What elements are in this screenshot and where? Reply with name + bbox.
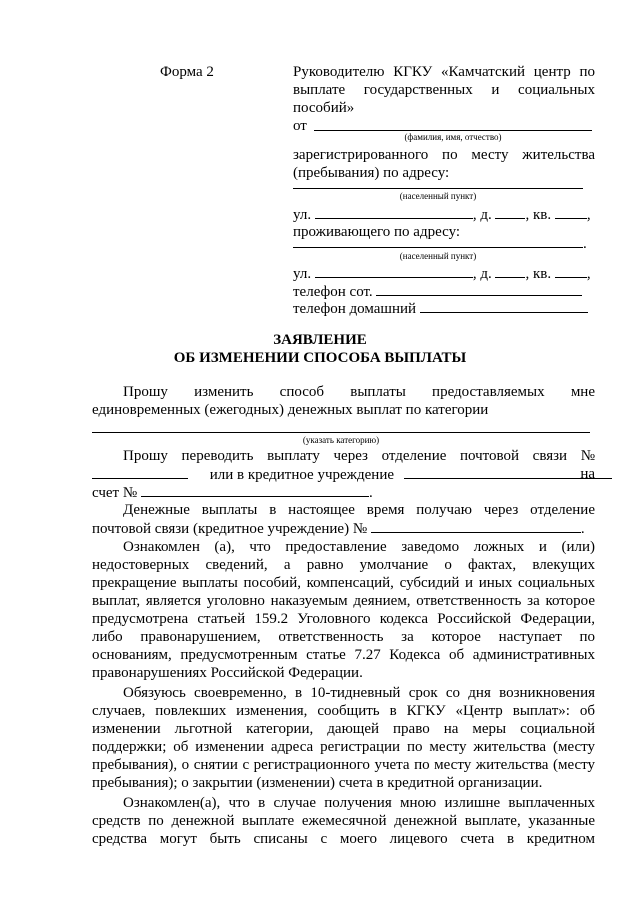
p5-line-2: случаев, повлекших изменения, сообщить в КГКУ «Центр выплат»: об — [92, 703, 595, 719]
p3-line-2-text: почтовой связи (кредитное учреждение) № — [92, 521, 368, 537]
registered-line-1: зарегистрированного по месту жительства — [293, 147, 595, 163]
home-phone-row — [293, 299, 588, 318]
p6-line-2: средств по денежной выплате ежемесячной денежной выплате, указанные — [92, 813, 595, 829]
living-street-row — [293, 264, 591, 283]
category-caption: (указать категорию) — [302, 435, 380, 445]
p4-line-1: Ознакомлен (а), что предоставление заведомо ложных и (или) — [123, 539, 595, 555]
form-label: Форма 2 — [160, 64, 214, 80]
living-label: проживающего по адресу: — [293, 224, 461, 240]
trailing-dot: . — [368, 485, 373, 501]
p3-line-1: Денежные выплаты в настоящее время получаю через отделение — [123, 502, 595, 518]
living-house-field[interactable] — [495, 264, 525, 278]
settlement-caption-1: (населенный пункт) — [399, 191, 477, 201]
p4-line-5: предусмотрена статьей 159.2 Уголовного кодекса Российской Федерации, — [92, 611, 595, 627]
fio-caption: (фамилия, имя, отчество) — [404, 132, 502, 142]
living-settlement-field[interactable] — [293, 234, 583, 248]
mobile-label: телефон сот. — [293, 284, 373, 300]
p4-line-3: прекращение выплаты пособий, компенсаций, субсидий и иных социальных — [92, 575, 595, 591]
mobile-phone-field[interactable] — [376, 282, 582, 296]
document-subtitle: ОБ ИЗМЕНЕНИИ СПОСОБА ВЫПЛАТЫ — [173, 350, 467, 366]
fio-field[interactable] — [314, 130, 592, 131]
flat-label: , кв. — [525, 266, 552, 282]
registered-street-row — [293, 205, 591, 224]
settlement-caption-2: (населенный пункт) — [399, 251, 477, 261]
living-street-field[interactable] — [315, 264, 473, 278]
home-phone-field[interactable] — [420, 299, 588, 313]
p5-line-3: изменении льготной категории, дающей право на меры социальной — [92, 721, 595, 737]
trailing-dot: . — [583, 236, 587, 252]
p2-line-3 — [92, 483, 373, 502]
living-flat-field[interactable] — [555, 264, 587, 278]
category-field[interactable] — [92, 432, 590, 433]
p6-line-1: Ознакомлен(а), что в случае получения мною излишне выплаченных — [123, 795, 595, 811]
p1-line-2: единовременных (ежегодных) денежных выплат по категории — [92, 402, 489, 418]
addressee-line-3: пособий» — [293, 100, 355, 116]
house-label: , д. — [472, 266, 492, 282]
registered-settlement-field[interactable] — [293, 188, 583, 189]
home-phone-label: телефон домашний — [293, 301, 417, 317]
trailing-dot: . — [580, 521, 585, 537]
account-label: счет № — [92, 485, 138, 501]
street-label: ул. — [293, 266, 312, 282]
addressee-line-1: Руководителю КГКУ «Камчатский центр по — [293, 64, 595, 80]
p2-na-label: на — [580, 466, 595, 482]
p2-or-label: или в кредитное учреждение — [209, 467, 395, 483]
registered-house-field[interactable] — [495, 205, 525, 219]
p4-line-7: основаниям, предусмотренным статье 7.27 Кодекса об административных — [92, 647, 595, 663]
p5-line-1: Обязуюсь своевременно, в 10-тидневный срок со дня возникновения — [123, 685, 595, 701]
current-payment-channel-field[interactable] — [371, 519, 581, 533]
p5-line-4: поддержки; об изменении адреса регистрации по месту жительства (месту — [92, 739, 595, 755]
house-label: , д. — [472, 207, 492, 223]
p2-line-1: Прошу переводить выплату через отделение почтовой связи № — [123, 448, 595, 464]
p3-line-2 — [92, 519, 585, 538]
account-number-field[interactable] — [141, 483, 369, 497]
registered-line-2: (пребывания) по адресу: — [293, 165, 450, 181]
p4-line-4: выплат, является уголовно наказуемым деянием, ответственность за которое — [92, 593, 595, 609]
trailing-comma: , — [586, 207, 591, 223]
registered-street-field[interactable] — [315, 205, 473, 219]
p5-line-6: пребывания); о закрытии (изменении) счета в кредитной организации. — [92, 775, 543, 791]
trailing-comma: , — [586, 266, 591, 282]
p2-line-2 — [92, 465, 595, 484]
document-title: ЗАЯВЛЕНИЕ — [273, 332, 367, 348]
post-office-number-field[interactable] — [92, 465, 188, 479]
p1-line-1: Прошу изменить способ выплаты предоставляемых мне — [123, 384, 595, 400]
from-label: от — [293, 118, 307, 134]
p4-line-6: либо правонарушением, ответственность за которое наступает по — [92, 629, 595, 645]
flat-label: , кв. — [525, 207, 552, 223]
p5-line-5: пребывания), о снятии с регистрационного учета по месту жительства (месту — [92, 757, 595, 773]
p6-line-3: средства могут быть списаны с моего лицевого счета в кредитном — [92, 831, 595, 847]
registered-flat-field[interactable] — [555, 205, 587, 219]
addressee-line-2: выплате государственных и социальных — [293, 82, 595, 98]
street-label: ул. — [293, 207, 312, 223]
p4-line-2: недостоверных сведений, а равно умолчание о фактах, влекущих — [92, 557, 595, 573]
p4-line-8: правонарушениях Российской Федерации. — [92, 665, 363, 681]
